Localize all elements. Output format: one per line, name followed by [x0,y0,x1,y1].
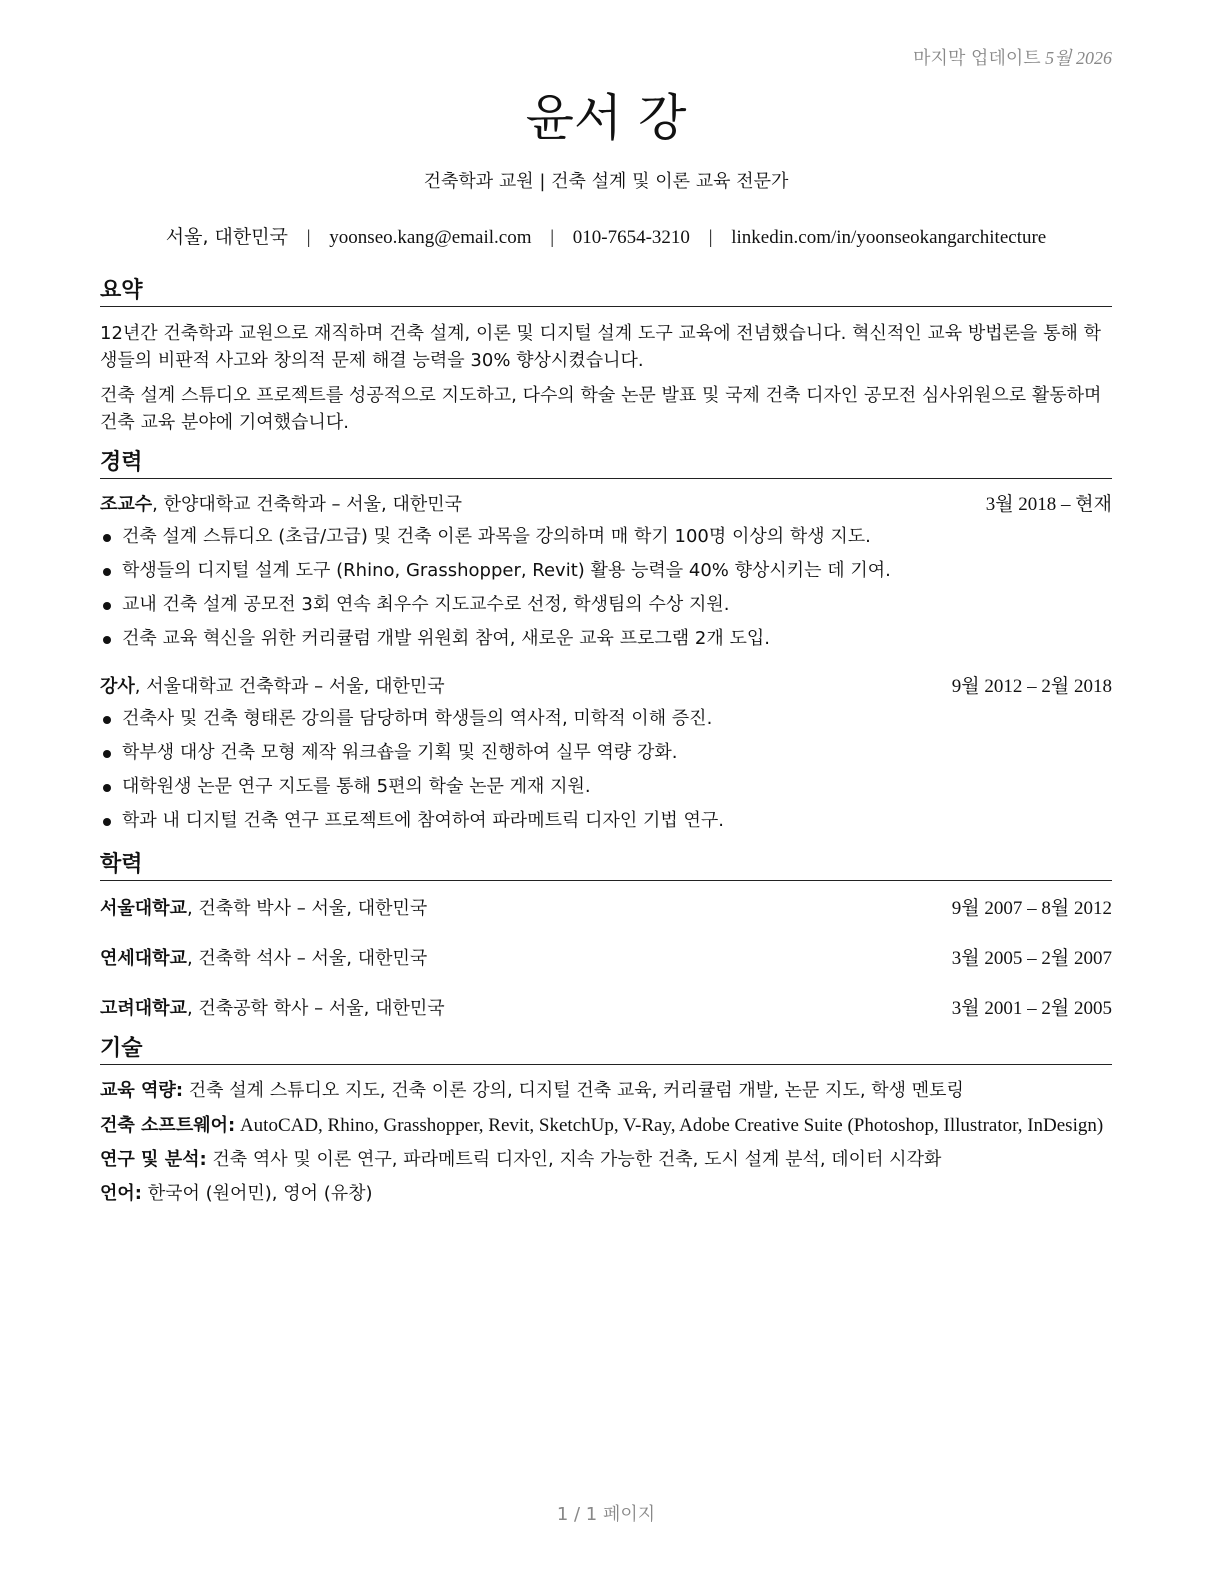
job-dates: 3월 2018 – 현재 [985,494,1112,515]
skill-label: 교육 역량: [100,1080,184,1101]
job-header [100,672,1112,702]
job-role: 조교수 [100,494,153,515]
education-school-degree [100,944,427,974]
skill-label: 건축 소프트웨어: [100,1115,236,1136]
skill-value: 건축 설계 스튜디오 지도, 건축 이론 강의, 디지털 건축 교육, 커리큘럼 개발, 논문 지도, 학생 멘토링 [183,1080,964,1101]
job-org: , 서울대학교 건축학과 – 서울, 대한민국 [134,676,445,697]
job-bullets [100,702,1112,838]
skills-section [100,1034,1112,1207]
experience-section [100,448,1112,838]
education-detail: , 건축학 박사 – 서울, 대한민국 [186,898,428,919]
candidate-name: 윤서 강 [525,89,687,147]
job-entry [100,490,1112,656]
list-item: 건축 교육 혁신을 위한 커리큘럼 개발 위원회 참여, 새로운 교육 프로그램 2개 도입. [100,622,1112,656]
resume-page [100,0,1112,1584]
education-entry [100,994,1112,1024]
contact-separator: | [306,227,311,248]
education-detail: , 건축공학 학사 – 서울, 대한민국 [186,998,445,1019]
education-school: 고려대학교 [100,998,187,1019]
experience-title: 경력 [100,448,1112,479]
job-org: , 한양대학교 건축학과 – 서울, 대한민국 [152,494,463,515]
education-school: 연세대학교 [100,948,187,969]
list-item: 대학원생 논문 연구 지도를 통해 5편의 학술 논문 게재 지원. [100,770,1112,804]
contact-linkedin[interactable]: linkedin.com/in/yoonseokangarchitecture [731,227,1047,248]
job-role-org [100,490,462,520]
summary-paragraph: 12년간 건축학과 교원으로 재직하며 건축 설계, 이론 및 디지털 설계 도구 교육에 전념했습니다. 혁신적인 교육 방법론을 통해 학생들의 비판적 사고와 창의적 문제 해결 능력을 30% 향상시켰습니다. [100,323,1102,371]
list-item: 교내 건축 설계 공모전 3회 연속 최우수 지도교수로 선정, 학생팀의 수상 지원. [100,588,1112,622]
education-entry [100,894,1112,924]
skill-label: 언어: [100,1183,142,1204]
list-item: 건축사 및 건축 형태론 강의를 담당하며 학생들의 역사적, 미학적 이해 증진. [100,702,1112,736]
education-dates: 9월 2007 – 8월 2012 [951,898,1112,919]
contact-separator: | [550,227,555,248]
job-bullets [100,520,1112,656]
skill-value: AutoCAD, Rhino, Grasshopper, Revit, SketchUp, V-Ray, Adobe Creative Suite (Photoshop, Illustrator, InDesign) [235,1115,1104,1136]
education-school-degree [100,894,427,924]
skill-label: 연구 및 분석: [100,1149,207,1170]
education-school: 서울대학교 [100,898,187,919]
education-dates: 3월 2001 – 2월 2005 [951,998,1112,1019]
list-item: 학과 내 디지털 건축 연구 프로젝트에 참여하여 파라메트릭 디자인 기법 연구. [100,804,1112,838]
summary-section [100,276,1112,436]
education-detail: , 건축학 석사 – 서울, 대한민국 [186,948,428,969]
list-item: 학부생 대상 건축 모형 제작 워크숍을 기획 및 진행하여 실무 역량 강화. [100,736,1112,770]
list-item: 건축 설계 스튜디오 (초급/고급) 및 건축 이론 과목을 강의하며 매 학기 100명 이상의 학생 지도. [100,520,1112,554]
summary-title: 요약 [100,276,1112,307]
skill-line [100,1113,1112,1139]
job-entry [100,672,1112,838]
job-header [100,490,1112,520]
education-title: 학력 [100,850,1112,881]
contact-location: 서울, 대한민국 [165,226,288,248]
skills-title: 기술 [100,1034,1112,1065]
list-item: 학생들의 디지털 설계 도구 (Rhino, Grasshopper, Revit) 활용 능력을 40% 향상시키는 데 기여. [100,554,1112,588]
last-updated-date: 5월 2026 [1045,48,1112,68]
skill-value: 한국어 (원어민), 영어 (유창) [141,1183,373,1204]
skill-line [100,1078,1112,1104]
resume-content [100,276,1112,1207]
page-number: 1 / 1 페이지 [556,1504,656,1525]
last-updated-label: 마지막 업데이트 [913,48,1041,69]
contact-line [60,222,1152,253]
candidate-subtitle: 건축학과 교원 | 건축 설계 및 이론 교육 전문가 [423,171,789,192]
job-dates: 9월 2012 – 2월 2018 [951,676,1112,697]
job-role-org [100,672,445,702]
skill-line [100,1147,1112,1173]
education-entry [100,944,1112,974]
summary-paragraph: 건축 설계 스튜디오 프로젝트를 성공적으로 지도하고, 다수의 학술 논문 발표 및 국제 건축 디자인 공모전 심사위원으로 활동하며 건축 교육 분야에 기여했습니다. [100,385,1102,433]
education-dates: 3월 2005 – 2월 2007 [951,948,1112,969]
education-school-degree [100,994,445,1024]
last-updated [913,44,1112,70]
education-section [100,850,1112,1024]
contact-phone[interactable]: 010-7654-3210 [572,227,690,248]
job-role: 강사 [100,676,135,697]
contact-email[interactable]: yoonseo.kang@email.com [329,227,532,248]
contact-separator: | [708,227,713,248]
skill-value: 건축 역사 및 이론 연구, 파라메트릭 디자인, 지속 가능한 건축, 도시 설계 분석, 데이터 시각화 [206,1149,942,1170]
skill-line [100,1181,1112,1207]
